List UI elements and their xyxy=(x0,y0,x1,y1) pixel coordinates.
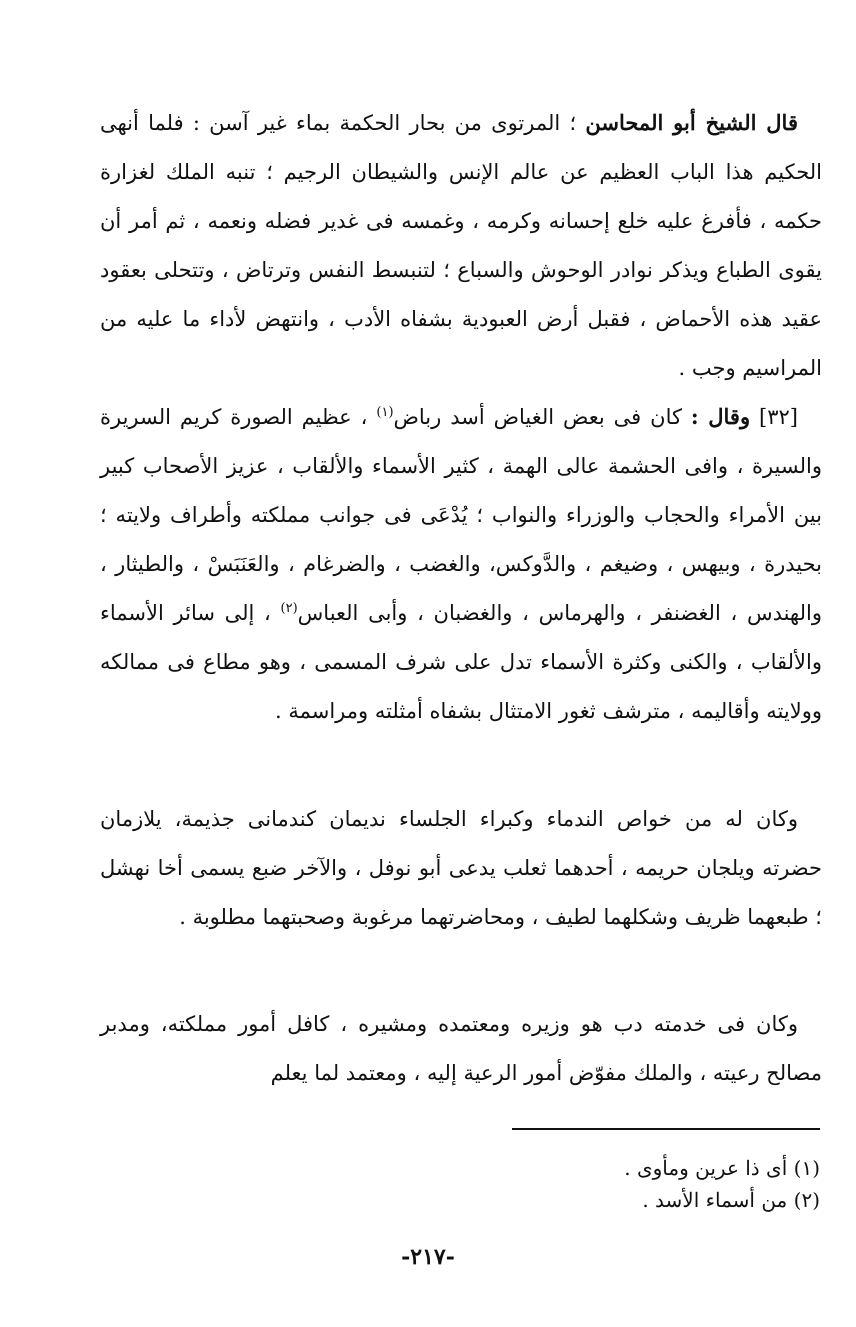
footnote-ref-2: (٢) xyxy=(280,601,298,616)
footnote-1: (١) أى ذا عرين ومأوى . xyxy=(624,1156,820,1180)
paragraph-text: ؛ المرتوى من بحار الحكمة بماء غير آسن : فلما أنهى الحكيم هذا الباب العظيم عن عالم الإنس والشيطان الرجيم ؛ تنبه الملك لغزارة حكمه ، فأفرغ عليه خلع إحسانه وكرمه ، وغمسه فى غدير فضله ونعمه ، ثم أمر أن يقوى الطباع ويذكر نوادر الوحوش والسباع ؛ لتنبسط النفس وترتاض ، وتتحلى بعقود عقيد هذه الأحماض ، فقبل أرض العبودية بشفاه الأدب ، وانتهض لأداء ما عليه من المراسيم وجب . xyxy=(100,111,822,380)
section-number: [٣٢] xyxy=(759,405,798,429)
footnote-ref-1: (١) xyxy=(376,405,394,420)
paragraph-3 xyxy=(100,795,822,942)
paragraph-text: كان فى بعض الغياض أسد رباض xyxy=(393,405,691,429)
footnotes xyxy=(420,1152,820,1216)
paragraph-lead: وقال : xyxy=(690,404,751,429)
paragraph-2 xyxy=(100,392,822,736)
paragraph-text: وكان فى خدمته دب هو وزيره ومعتمده ومشيره ، كافل أمور مملكته، ومدبر مصالح رعيته ، والملك مفوّض أمور الرعية إليه ، ومعتمد لما يعلم xyxy=(100,1012,822,1085)
paragraph-4 xyxy=(100,1000,822,1098)
paragraph-text: ، عظيم الصورة كريم السريرة والسيرة ، وافى الحشمة عالى الهمة ، كثير الأسماء والألقاب ، عزيز الأصحاب كبير بين الأمراء والحجاب والوزراء والنواب ؛ يُدْعَى فى جوانب مملكته وأطراف ولايته ؛ بحيدرة ، وبيهس ، وضيغم ، والدَّوكس، والغضب ، والضرغام ، والعَنَبَسْ ، والطيثار ، والهندس ، الغضنفر ، والهرماس ، والغضبان ، وأبى العباس xyxy=(100,405,822,625)
paragraph-lead: قال الشيخ أبو المحاسن xyxy=(585,110,798,135)
page-number: -٢١٧- xyxy=(401,1244,455,1270)
paragraph-text: وكان له من خواص الندماء وكبراء الجلساء نديمان كندمانى جذيمة، يلازمان حضرته ويلجان حريمه ، أحدهما ثعلب يدعى أبو نوفل ، والآخر ضبع يسمى أخا نهشل ؛ طبعهما ظريف وشكلهما لطيف ، ومحاضرتهما مرغوبة وصحبتهما مطلوبة . xyxy=(100,807,822,929)
footnote-divider xyxy=(512,1128,820,1130)
footnote-2: (٢) من أسماء الأسد . xyxy=(642,1188,820,1212)
paragraph-text: ، إلى سائر الأسماء والألقاب ، والكنى وكثرة الأسماء تدل على شرف المسمى ، وهو مطاع فى ممالكه وولايته وأقاليمه ، مترشف ثغور الامتثال بشفاه أمثلته ومراسمة . xyxy=(100,601,822,723)
paragraph-1 xyxy=(100,98,822,393)
